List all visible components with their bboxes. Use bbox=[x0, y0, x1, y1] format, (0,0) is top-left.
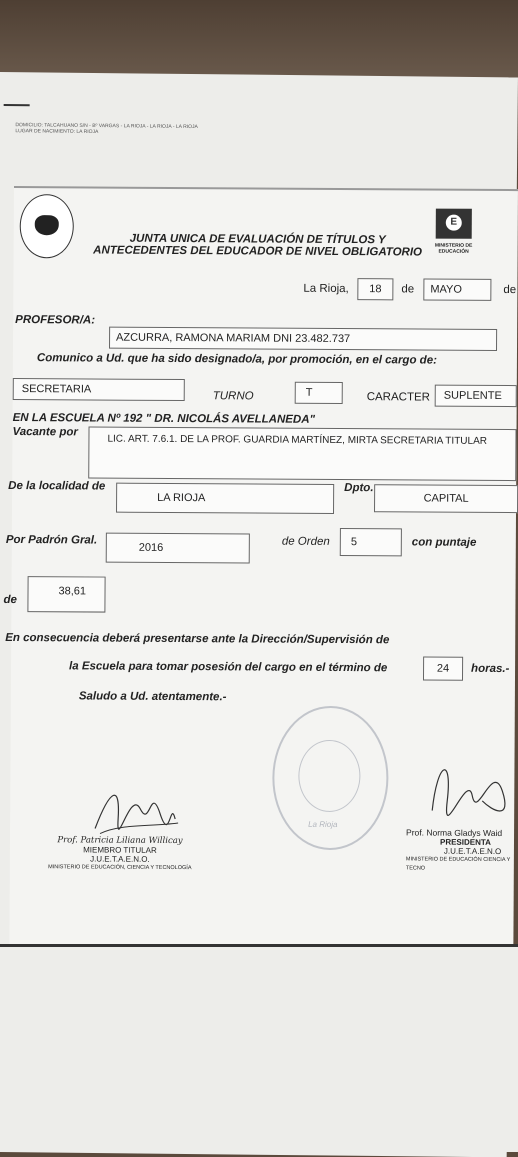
signature-right bbox=[406, 828, 516, 874]
orden-label: de Orden bbox=[281, 535, 330, 548]
puntaje-de-label: de bbox=[3, 593, 17, 607]
signature-right-role: PRESIDENTA bbox=[439, 837, 491, 847]
stamp-crest-icon bbox=[298, 740, 360, 812]
vacante-field[interactable]: LIC. ART. 7.6.1. DE LA PROF. GUARDIA MARTÍNEZ, MIRTA SECRETARIA TITULAR bbox=[88, 426, 516, 481]
padron-label: Por Padrón Gral. bbox=[5, 533, 98, 547]
turno-field[interactable]: T bbox=[295, 382, 343, 404]
back-sheet-address: DOMICILIO: TALCAHUANO S/N - Bº VARGAS - LA RIOJA - LA RIOJA - LA RIOJA LUGAR DE NACIMIENTO: LA RIOJA bbox=[15, 122, 198, 136]
ministry-label: MINISTERIO DE EDUCACIÓN bbox=[434, 242, 473, 255]
termino-unit: horas.- bbox=[471, 662, 510, 676]
date-month-field[interactable]: MAYO bbox=[423, 279, 491, 301]
signature-right-scribble bbox=[422, 751, 512, 822]
cargo-field[interactable]: SECRETARIA bbox=[13, 378, 185, 401]
profesor-field[interactable]: AZCURRA, RAMONA MARIAM DNI 23.482.737 bbox=[109, 327, 497, 351]
saludo-text: Saludo a Ud. atentamente.- bbox=[78, 690, 227, 704]
termino-text: la Escuela para tomar posesión del cargo en el término de bbox=[69, 660, 388, 675]
paper-bottom bbox=[0, 947, 518, 1152]
date-prefix: La Rioja, bbox=[303, 282, 349, 296]
caracter-field[interactable]: SUPLENTE bbox=[435, 385, 517, 408]
date-day-field[interactable]: 18 bbox=[357, 278, 393, 300]
official-stamp bbox=[272, 706, 389, 851]
signature-left-name: Prof. Patricia Liliana Willicay bbox=[57, 835, 183, 847]
localidad-field[interactable]: LA RIOJA bbox=[116, 483, 334, 514]
ministry-logo bbox=[426, 209, 482, 257]
padron-field[interactable]: 2016 bbox=[106, 533, 250, 564]
designation-form bbox=[3, 186, 518, 951]
date-sep: de bbox=[401, 283, 415, 296]
termino-field[interactable]: 24 bbox=[423, 657, 463, 681]
emblem-figure-icon bbox=[35, 215, 59, 235]
signature-left-org: J.U.E.T.A.E.N.O. bbox=[90, 854, 150, 864]
localidad-label: De la localidad de bbox=[8, 479, 106, 493]
profesor-label: PROFESOR/A: bbox=[15, 314, 96, 327]
signature-left-scribble bbox=[90, 778, 180, 839]
stamp-text: La Rioja bbox=[308, 819, 338, 829]
vacante-label: Vacante por bbox=[12, 425, 78, 439]
puntaje-label: con puntaje bbox=[411, 536, 477, 549]
caracter-label: CARACTER bbox=[366, 391, 431, 404]
consecuencia-text: En consecuencia deberá presentarse ante la Dirección/Supervisión de bbox=[5, 631, 390, 647]
signature-left-ministry: MINISTERIO DE EDUCACIÓN, CIENCIA Y TECNOLOGÍA bbox=[48, 864, 192, 872]
junta-emblem bbox=[20, 194, 74, 258]
puntaje-field[interactable]: 38,61 bbox=[27, 576, 105, 612]
form-title: JUNTA UNICA DE EVALUACIÓN DE TÍTULOS Y ANTECEDENTES DEL EDUCADOR DE NIVEL OBLIGATORIO bbox=[93, 232, 423, 259]
turno-label: TURNO bbox=[212, 390, 254, 403]
signature-left bbox=[40, 836, 200, 873]
escuela-text: EN LA ESCUELA Nº 192 " DR. NICOLÁS AVELLANEDA" bbox=[12, 411, 316, 426]
pen-mark bbox=[4, 104, 30, 106]
dpto-label: Dpto. bbox=[344, 482, 374, 495]
dpto-field[interactable]: CAPITAL bbox=[374, 484, 518, 513]
date-suffix: de bbox=[503, 283, 517, 297]
comunico-text: Comunico a Ud. que ha sido designado/a, por promoción, en el cargo de: bbox=[36, 352, 437, 367]
orden-field[interactable]: 5 bbox=[340, 528, 402, 556]
signature-right-name: Prof. Norma Gladys Waid bbox=[406, 827, 503, 838]
background-surface bbox=[0, 0, 518, 80]
ministry-logo-icon: E bbox=[436, 209, 472, 239]
signature-left-role: MIEMBRO TITULAR bbox=[83, 845, 157, 855]
signature-right-org: J.U.E.T.A.E.N.O bbox=[443, 846, 502, 856]
signature-right-ministry: MINISTERIO DE EDUCACIÓN CIENCIA Y TECNO bbox=[405, 856, 511, 872]
